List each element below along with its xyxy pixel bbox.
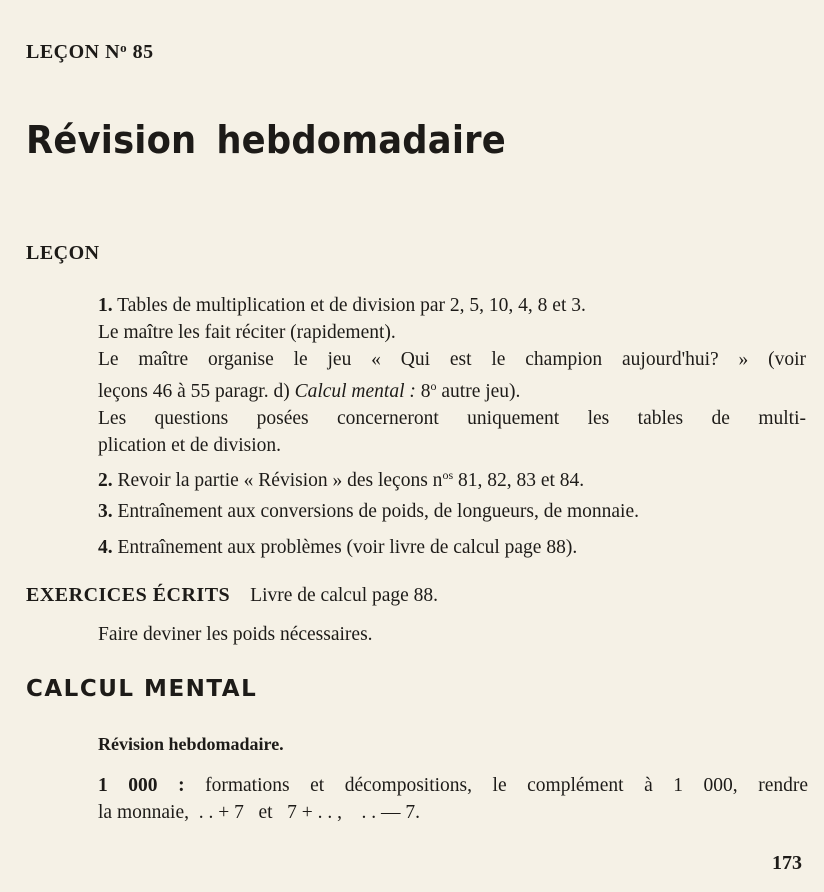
lecon-item-4 xyxy=(98,534,806,561)
calcul-mental-body xyxy=(98,772,808,826)
lesson-number-superscript: o xyxy=(120,40,128,55)
exercises-note: Faire deviner les poids nécessaires. xyxy=(98,624,373,645)
exercises-text: Livre de calcul page 88. xyxy=(250,585,439,606)
calcul-mental-lead: 1 000 : xyxy=(98,775,185,796)
item-2-line xyxy=(98,462,806,494)
calcul-mental-reference: Calcul mental : xyxy=(294,381,416,402)
ordinal-superscript: o xyxy=(430,379,437,393)
item-3-line xyxy=(98,498,806,525)
item-text: leçons 46 à 55 paragr. d) xyxy=(98,381,290,402)
lesson-number-value: 85 xyxy=(132,41,154,63)
item-number: 4. xyxy=(98,537,113,558)
calcul-mental-heading: CALCUL MENTAL xyxy=(26,676,258,702)
lesson-label: LEÇON N xyxy=(26,41,121,63)
item-text: Tables de multiplication et de division par 2, 5, 10, 4, 8 et 3. xyxy=(117,295,586,316)
item-number: 3. xyxy=(98,501,113,522)
exercises-heading: EXERCICES ÉCRITS xyxy=(26,584,231,606)
lecon-heading: LEÇON xyxy=(26,242,100,264)
item-1-line-2: Le maître les fait réciter (rapidement). xyxy=(98,322,396,343)
lesson-number xyxy=(26,40,154,64)
item-1-line-4 xyxy=(98,373,806,405)
calcul-mental-line-2: la monnaie, . . + 7 et 7 + . . , . . — 7. xyxy=(98,802,421,823)
page-title: Révision hebdomadaire xyxy=(26,118,506,162)
item-text: Revoir la partie « Révision » des leçons n xyxy=(117,470,443,491)
item-1-line-3: Le maître organise le jeu « Qui est le champion aujourd'hui? » (voir xyxy=(98,349,806,370)
calcul-mental-line-1 xyxy=(98,772,808,799)
item-text: Entraînement aux conversions de poids, de longueurs, de monnaie. xyxy=(117,501,639,522)
item-number: 1. xyxy=(98,295,113,316)
calcul-mental-text: formations et décompositions, le complément à 1 000, rendre xyxy=(205,775,808,796)
calcul-mental-subtitle: Révision hebdomadaire. xyxy=(98,734,284,754)
item-text: 8 xyxy=(420,381,431,402)
item-4-line xyxy=(98,534,806,561)
item-text: autre jeu). xyxy=(441,381,521,402)
lecon-item-2 xyxy=(98,462,806,494)
item-1-line-6: plication et de division. xyxy=(98,435,282,456)
lecon-item-3 xyxy=(98,498,806,525)
item-number: 2. xyxy=(98,470,113,491)
lecon-item-1 xyxy=(98,292,806,459)
page-number: 173 xyxy=(772,852,802,874)
item-1-line-5: Les questions posées concerneront uniquement les tables de multi- xyxy=(98,408,806,429)
item-1-line-1 xyxy=(98,292,806,319)
item-text: 81, 82, 83 et 84. xyxy=(457,470,585,491)
item-text: Entraînement aux problèmes (voir livre de calcul page 88). xyxy=(117,537,578,558)
plural-superscript: os xyxy=(442,468,454,482)
exercises-line xyxy=(26,584,816,607)
